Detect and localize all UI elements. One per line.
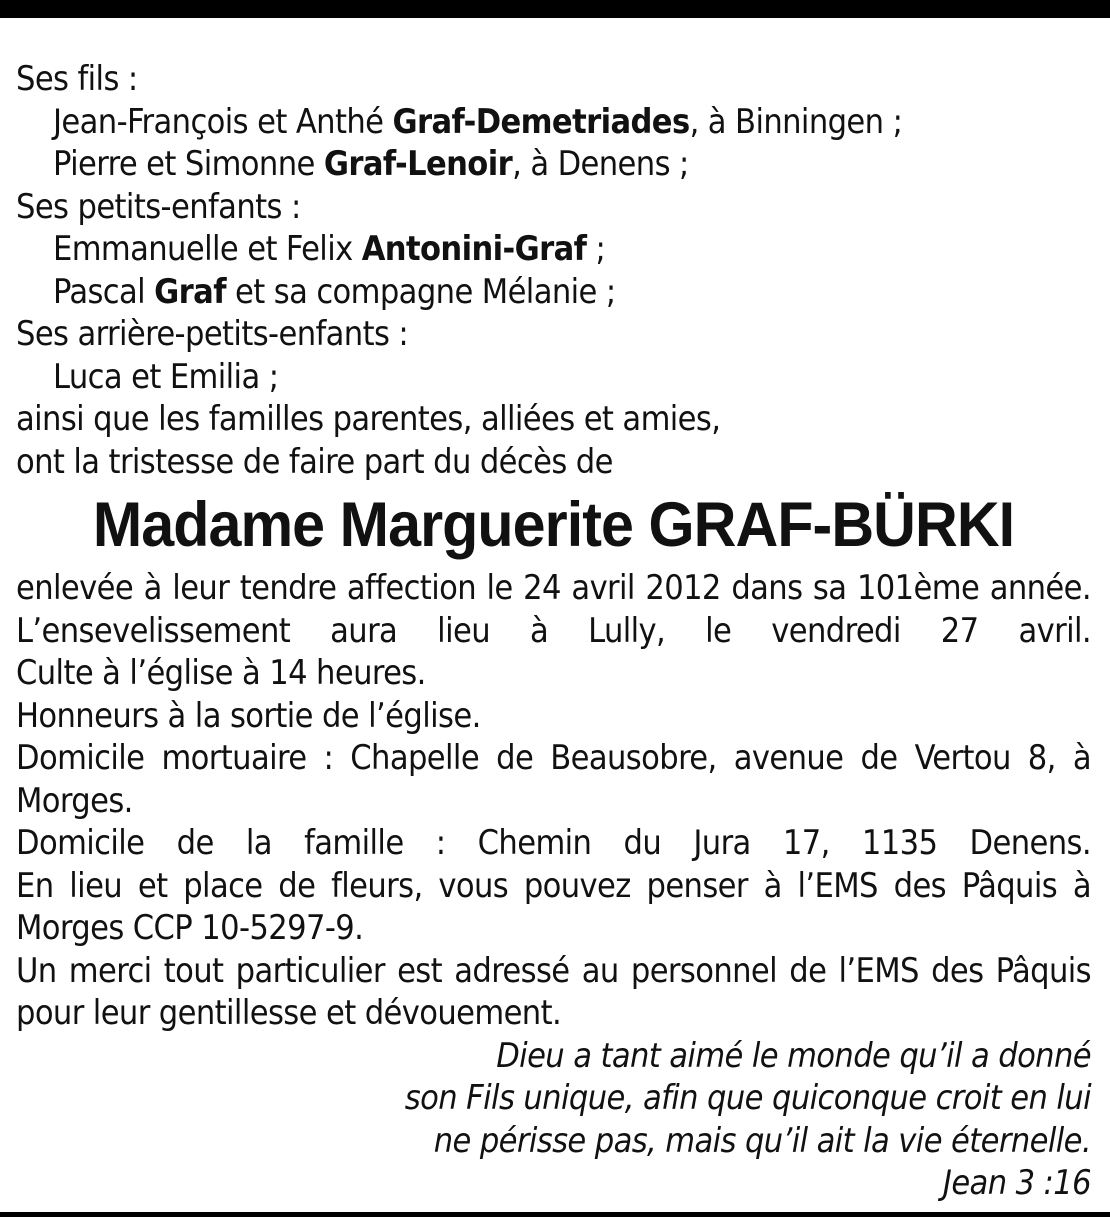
top-rule (0, 0, 1110, 18)
place: , à Binningen ; (689, 101, 903, 142)
deceased-name: Madame Marguerite GRAF-BÜRKI (92, 490, 1015, 560)
surname: Graf (154, 271, 226, 312)
place: , à Denens ; (512, 144, 689, 184)
grandchild-entry (16, 228, 1091, 271)
surname: Graf-Demetriades (392, 101, 690, 142)
son-entry (16, 101, 1091, 144)
mortuary-line-end: Morges. (16, 780, 133, 821)
bottom-rule (0, 1212, 1110, 1217)
great-grandchildren-entry: Luca et Emilia ; (53, 356, 279, 397)
place: ; (586, 229, 606, 269)
grandchildren-heading: Ses petits-enfants : (16, 186, 301, 227)
verse-line: ne périsse pas, mais qu’il ait la vie éternelle. (433, 1120, 1091, 1161)
announcement-line: ont la tristesse de faire part du décès de (16, 441, 613, 482)
verse-line: Dieu a tant aimé le monde qu’il a donné (496, 1035, 1091, 1076)
names: Pierre et Simonne (53, 144, 324, 184)
grandchild-entry (16, 271, 1091, 314)
honours-line: Honneurs à la sortie de l’église. (16, 695, 481, 736)
names: Emmanuelle et Felix (53, 229, 362, 269)
surname: Graf-Lenoir (323, 144, 513, 184)
sons-heading: Ses fils : (16, 59, 138, 99)
flowers-line: En lieu et place de fleurs, vous pouvez penser à l’EMS des Pâquis à (16, 865, 1091, 906)
verse-reference: Jean 3 :16 (942, 1163, 1091, 1203)
thanks-line: Un merci tout particulier est adressé au personnel de l’EMS des Pâquis (16, 950, 1091, 991)
names: Jean-François et Anthé (53, 101, 393, 142)
great-grandchildren-heading: Ses arrière-petits-enfants : (16, 314, 409, 354)
thanks-line-end: pour leur gentillesse et dévouement. (16, 993, 562, 1033)
son-entry (16, 143, 1091, 186)
passing-line: enlevée à leur tendre affection le 24 avril 2012 dans sa 101ème année. (16, 568, 1091, 608)
family-home-line: Domicile de la famille : Chemin du Jura 17, 1135 Denens. (16, 823, 1091, 863)
service-line: Culte à l’église à 14 heures. (16, 653, 426, 693)
mortuary-line: Domicile mortuaire : Chapelle de Beausobre, avenue de Vertou 8, à (16, 738, 1091, 778)
names: Pascal (53, 271, 155, 312)
obituary-notice (16, 58, 1091, 1205)
companion: et sa compagne Mélanie ; (225, 271, 616, 312)
burial-line: L’ensevelissement aura lieu à Lully, le vendredi 27 avril. (16, 610, 1091, 651)
flowers-line-end: Morges CCP 10-5297-9. (16, 908, 364, 948)
relatives-line: ainsi que les familles parentes, alliées et amies, (16, 399, 721, 439)
surname: Antonini-Graf (361, 229, 587, 269)
verse-line: son Fils unique, afin que quiconque croit en lui (404, 1078, 1091, 1118)
